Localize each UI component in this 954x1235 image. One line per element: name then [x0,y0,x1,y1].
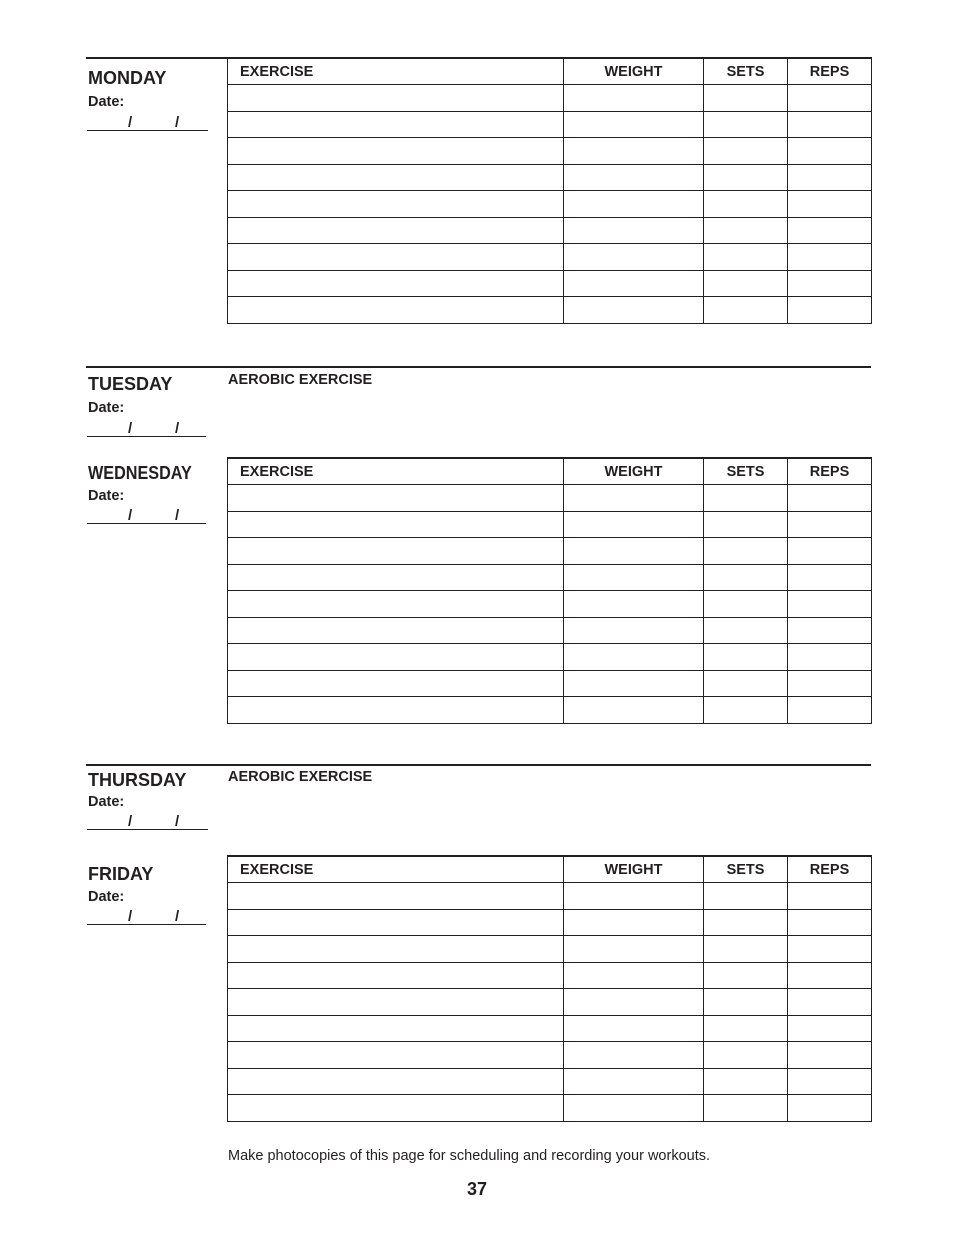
sets-cell[interactable] [704,591,788,618]
reps-cell[interactable] [788,111,872,138]
reps-cell[interactable] [788,297,872,324]
weight-cell[interactable] [564,617,704,644]
sets-cell[interactable] [704,883,788,910]
date-slash: / [128,114,133,131]
sets-cell[interactable] [704,989,788,1016]
reps-cell[interactable] [788,1042,872,1069]
reps-cell[interactable] [788,936,872,963]
tuesday-section-rule [86,366,871,368]
sets-cell[interactable] [704,1068,788,1095]
tuesday-heading: TUESDAY [88,374,173,394]
weight-cell[interactable] [564,962,704,989]
exercise-cell[interactable] [228,670,564,697]
weight-cell[interactable] [564,138,704,165]
table-row [228,485,872,512]
sets-cell[interactable] [704,1015,788,1042]
exercise-cell[interactable] [228,962,564,989]
exercise-cell[interactable] [228,111,564,138]
tuesday-aerobic-label: AEROBIC EXERCISE [228,372,373,388]
reps-cell[interactable] [788,591,872,618]
exercise-cell[interactable] [228,936,564,963]
weight-cell[interactable] [564,936,704,963]
sets-cell[interactable] [704,909,788,936]
table-row [228,936,872,963]
wednesday-heading: WEDNESDAY [88,463,192,483]
reps-cell[interactable] [788,138,872,165]
monday-heading: MONDAY [88,68,167,88]
date-slash: / [175,420,180,437]
reps-cell[interactable] [788,164,872,191]
sets-cell[interactable] [704,297,788,324]
date-slash: / [175,908,180,925]
exercise-cell[interactable] [228,989,564,1016]
table-header-row [228,458,872,485]
sets-cell[interactable] [704,485,788,512]
date-slash: / [128,420,133,437]
sets-cell[interactable] [704,538,788,565]
sets-cell[interactable] [704,511,788,538]
reps-cell[interactable] [788,511,872,538]
sets-cell[interactable] [704,164,788,191]
tuesday-date-label: Date: [88,400,125,416]
table-row [228,1068,872,1095]
reps-cell[interactable] [788,962,872,989]
reps-cell[interactable] [788,989,872,1016]
exercise-cell[interactable] [228,85,564,112]
exercise-cell[interactable] [228,1042,564,1069]
table-row [228,989,872,1016]
thursday-aerobic-label: AEROBIC EXERCISE [228,769,373,785]
exercise-cell[interactable] [228,138,564,165]
sets-cell[interactable] [704,138,788,165]
friday-date-field[interactable] [87,908,206,925]
exercise-cell[interactable] [228,1068,564,1095]
table-row [228,1042,872,1069]
weight-cell[interactable] [564,511,704,538]
sets-cell[interactable] [704,962,788,989]
weight-cell[interactable] [564,1015,704,1042]
table-row [228,297,872,324]
thursday-heading: THURSDAY [88,770,187,790]
exercise-cell[interactable] [228,1015,564,1042]
wednesday-date-label: Date: [88,488,125,504]
table-row [228,85,872,112]
date-slash: / [128,908,133,925]
exercise-cell[interactable] [228,270,564,297]
table-row [228,644,872,671]
table-header-row [228,58,872,85]
sets-column-header: SETS [704,58,788,85]
thursday-section-rule [86,764,871,766]
reps-cell[interactable] [788,217,872,244]
weight-cell[interactable] [564,85,704,112]
sets-cell[interactable] [704,217,788,244]
sets-cell[interactable] [704,85,788,112]
photocopy-note: Make photocopies of this page for scheduling and recording your workouts. [228,1148,711,1164]
reps-cell[interactable] [788,617,872,644]
weight-cell[interactable] [564,164,704,191]
weight-cell[interactable] [564,697,704,724]
table-row [228,217,872,244]
weight-cell[interactable] [564,909,704,936]
exercise-cell[interactable] [228,909,564,936]
exercise-cell[interactable] [228,883,564,910]
exercise-cell[interactable] [228,511,564,538]
table-row [228,111,872,138]
reps-cell[interactable] [788,485,872,512]
sets-column-header: SETS [704,458,788,485]
reps-cell[interactable] [788,644,872,671]
table-row [228,511,872,538]
reps-cell[interactable] [788,270,872,297]
table-row [228,191,872,218]
table-row [228,244,872,271]
monday-exercise-table [227,57,872,324]
exercise-cell[interactable] [228,191,564,218]
weight-cell[interactable] [564,591,704,618]
date-slash: / [175,813,180,830]
date-slash: / [128,507,133,524]
weight-cell[interactable] [564,244,704,271]
reps-cell[interactable] [788,1015,872,1042]
weight-cell[interactable] [564,217,704,244]
monday-date-label: Date: [88,94,125,110]
table-row [228,538,872,565]
monday-date-field[interactable] [87,114,208,131]
exercise-column-header: EXERCISE [228,856,564,883]
sets-cell[interactable] [704,670,788,697]
reps-cell[interactable] [788,244,872,271]
page-number: 37 [466,1179,488,1199]
table-row [228,670,872,697]
reps-cell[interactable] [788,1095,872,1122]
weight-cell[interactable] [564,1095,704,1122]
weight-cell[interactable] [564,270,704,297]
reps-cell[interactable] [788,883,872,910]
table-row [228,962,872,989]
weight-cell[interactable] [564,191,704,218]
table-row [228,591,872,618]
sets-cell[interactable] [704,270,788,297]
exercise-column-header: EXERCISE [228,458,564,485]
weight-column-header: WEIGHT [564,58,704,85]
exercise-cell[interactable] [228,591,564,618]
reps-cell[interactable] [788,670,872,697]
table-row [228,617,872,644]
exercise-cell[interactable] [228,564,564,591]
table-row [228,1095,872,1122]
wednesday-exercise-table [227,457,872,724]
weight-cell[interactable] [564,989,704,1016]
exercise-cell[interactable] [228,644,564,671]
date-slash: / [175,507,180,524]
weight-cell[interactable] [564,1068,704,1095]
date-slash: / [175,114,180,131]
tuesday-date-field[interactable] [87,420,206,437]
reps-cell[interactable] [788,85,872,112]
reps-cell[interactable] [788,191,872,218]
thursday-date-field[interactable] [87,813,208,830]
exercise-cell[interactable] [228,1095,564,1122]
thursday-date-label: Date: [88,794,125,810]
sets-cell[interactable] [704,697,788,724]
wednesday-date-field[interactable] [87,507,206,524]
weight-cell[interactable] [564,485,704,512]
reps-cell[interactable] [788,564,872,591]
reps-cell[interactable] [788,1068,872,1095]
exercise-cell[interactable] [228,244,564,271]
sets-cell[interactable] [704,191,788,218]
table-row [228,164,872,191]
weight-cell[interactable] [564,670,704,697]
friday-heading: FRIDAY [88,864,154,884]
weight-cell[interactable] [564,538,704,565]
weight-cell[interactable] [564,883,704,910]
table-row [228,564,872,591]
reps-cell[interactable] [788,909,872,936]
weight-column-header: WEIGHT [564,856,704,883]
table-header-row [228,856,872,883]
exercise-cell[interactable] [228,297,564,324]
weight-cell[interactable] [564,297,704,324]
exercise-cell[interactable] [228,485,564,512]
exercise-cell[interactable] [228,164,564,191]
table-row [228,697,872,724]
reps-cell[interactable] [788,697,872,724]
sets-column-header: SETS [704,856,788,883]
weight-cell[interactable] [564,1042,704,1069]
reps-cell[interactable] [788,538,872,565]
sets-cell[interactable] [704,111,788,138]
reps-column-header: REPS [788,856,872,883]
exercise-cell[interactable] [228,617,564,644]
table-row [228,138,872,165]
weight-cell[interactable] [564,111,704,138]
friday-exercise-table [227,855,872,1122]
exercise-cell[interactable] [228,538,564,565]
sets-cell[interactable] [704,244,788,271]
friday-date-label: Date: [88,889,125,905]
sets-cell[interactable] [704,936,788,963]
sets-cell[interactable] [704,1095,788,1122]
date-slash: / [128,813,133,830]
reps-column-header: REPS [788,58,872,85]
weight-cell[interactable] [564,644,704,671]
weight-cell[interactable] [564,564,704,591]
table-row [228,909,872,936]
sets-cell[interactable] [704,617,788,644]
sets-cell[interactable] [704,564,788,591]
reps-column-header: REPS [788,458,872,485]
exercise-column-header: EXERCISE [228,58,564,85]
table-row [228,270,872,297]
exercise-cell[interactable] [228,697,564,724]
sets-cell[interactable] [704,644,788,671]
table-row [228,883,872,910]
sets-cell[interactable] [704,1042,788,1069]
exercise-cell[interactable] [228,217,564,244]
weight-column-header: WEIGHT [564,458,704,485]
table-row [228,1015,872,1042]
